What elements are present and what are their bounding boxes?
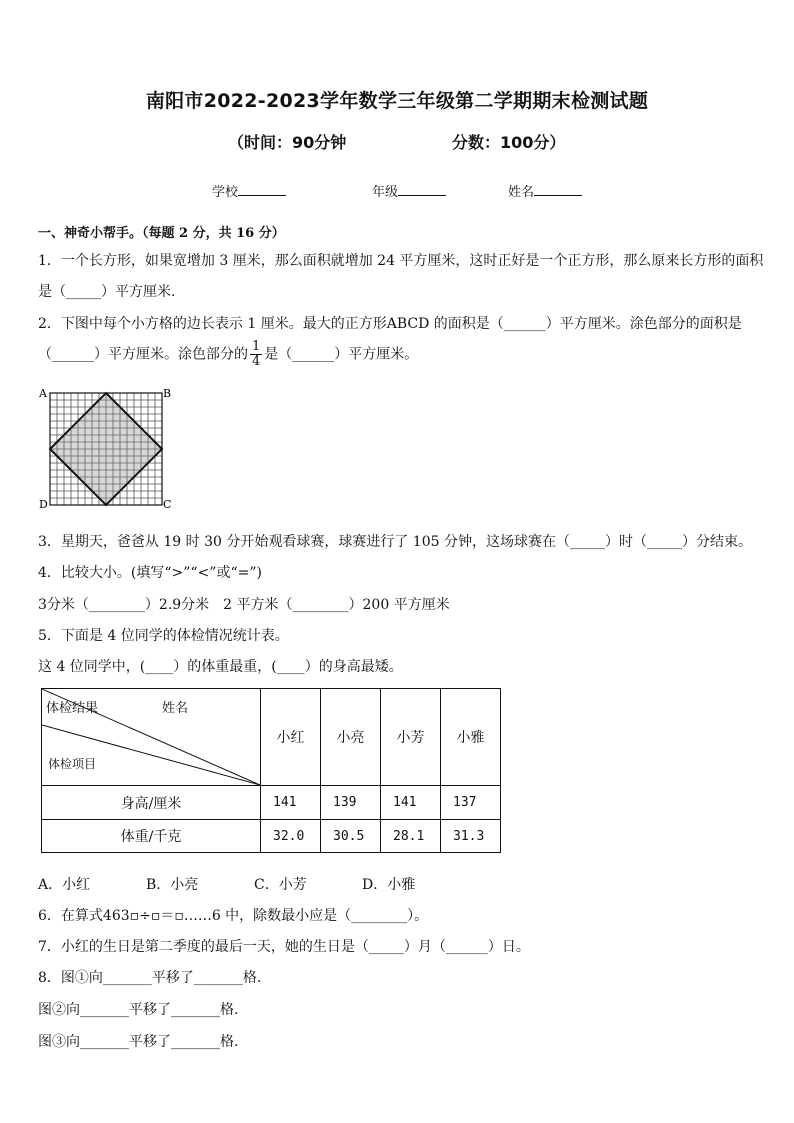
table-row [42, 786, 501, 820]
q2-line2 [38, 340, 418, 369]
row-label-weight: 体重/千克 [42, 820, 261, 853]
corner-bottom: 体检项目 [48, 757, 97, 771]
fraction-denominator: 4 [252, 354, 261, 369]
vertex-c: C [163, 498, 172, 510]
header-name-0: 小红 [261, 689, 321, 786]
option-a[interactable]: A．小红 [38, 877, 91, 893]
q2-line2-a: （______）平方厘米。涂色部分的 [38, 346, 248, 363]
corner-top-left: 体检结果 [46, 701, 99, 716]
option-d[interactable]: D．小雅 [362, 877, 416, 893]
header-name-3: 小雅 [441, 689, 501, 786]
fraction-quarter [250, 340, 262, 369]
grid-figure [36, 386, 176, 510]
option-c[interactable]: C．小芳 [254, 877, 307, 893]
q4-line1: 4．比较大小。(填写“>”“<”或“=”) [38, 565, 262, 581]
q3-text: 3．星期天，爸爸从 19 时 30 分开始观看球赛，球赛进行了 105 分钟，这场球赛在（_____）时（_____）分结束。 [38, 534, 752, 550]
q5-line2: 这 4 位同学中，(____）的体重最重，(____）的身高最矮。 [38, 659, 403, 675]
header-name-2: 小芳 [381, 689, 441, 786]
school-blank[interactable] [238, 183, 286, 196]
name-field [508, 181, 582, 200]
grade-label: 年级 [372, 185, 399, 200]
table-cell: 28.1 [381, 820, 441, 853]
vertex-a: A [39, 387, 47, 400]
table-cell: 141 [261, 786, 321, 820]
fraction-numerator: 1 [252, 339, 261, 354]
q8-line2: 图②向_______平移了_______格. [38, 1002, 239, 1018]
q5-options [38, 874, 415, 894]
table-row [42, 820, 501, 853]
school-field [212, 181, 286, 200]
q4-line2: 3分米（________）2.9分米 2 平方米（________）200 平方厘米 [38, 597, 450, 613]
vertex-b: B [163, 387, 172, 400]
table-cell: 139 [321, 786, 381, 820]
exam-time: （时间：90分钟 [228, 133, 347, 152]
corner-top-right: 姓名 [162, 701, 189, 716]
option-b[interactable]: B．小亮 [146, 877, 199, 893]
grade-field [372, 181, 446, 200]
exam-title: 南阳市2022-2023学年数学三年级第二学期期末检测试题 [145, 90, 649, 112]
name-label: 姓名 [508, 185, 535, 200]
q1-line2: 是（_____）平方厘米. [38, 284, 176, 300]
table-cell: 31.3 [441, 820, 501, 853]
table-header-row [42, 689, 501, 786]
q2-line2-b: 是（______）平方厘米。 [264, 346, 419, 363]
table-cell: 30.5 [321, 820, 381, 853]
row-label-height: 身高/厘米 [42, 786, 261, 820]
q1-line1: 1．一个长方形，如果宽增加 3 厘米，那么面积就增加 24 平方厘米，这时正好是一个正方形，那么原来长方形的面积 [38, 253, 764, 269]
q2-line1: 2．下图中每个小方格的边长表示 1 厘米。最大的正方形ABCD 的面积是（______）平方厘米。涂色部分的面积是 [38, 316, 742, 332]
table-cell: 137 [441, 786, 501, 820]
exam-score: 分数：100分） [452, 133, 566, 152]
q8-line1: 8．图①向_______平移了_______格. [38, 970, 262, 986]
section-heading: 一、神奇小帮手。（每题 2 分，共 16 分） [38, 226, 285, 241]
q5-line1: 5．下面是 4 位同学的体检情况统计表。 [38, 628, 289, 644]
table-cell: 141 [381, 786, 441, 820]
health-table [41, 688, 501, 853]
grade-blank[interactable] [398, 183, 446, 196]
q7-text: 7．小红的生日是第二季度的最后一天，她的生日是（_____）月（______）日。 [38, 939, 530, 955]
name-blank[interactable] [534, 183, 582, 196]
school-label: 学校 [212, 185, 239, 200]
table-corner-cell [42, 689, 261, 786]
q6-text: 6．在算式463▫÷▫＝▫……6 中，除数最小应是（________）。 [38, 908, 429, 924]
vertex-d: D [39, 498, 48, 510]
q8-line3: 图③向_______平移了_______格. [38, 1034, 239, 1050]
header-name-1: 小亮 [321, 689, 381, 786]
table-cell: 32.0 [261, 820, 321, 853]
